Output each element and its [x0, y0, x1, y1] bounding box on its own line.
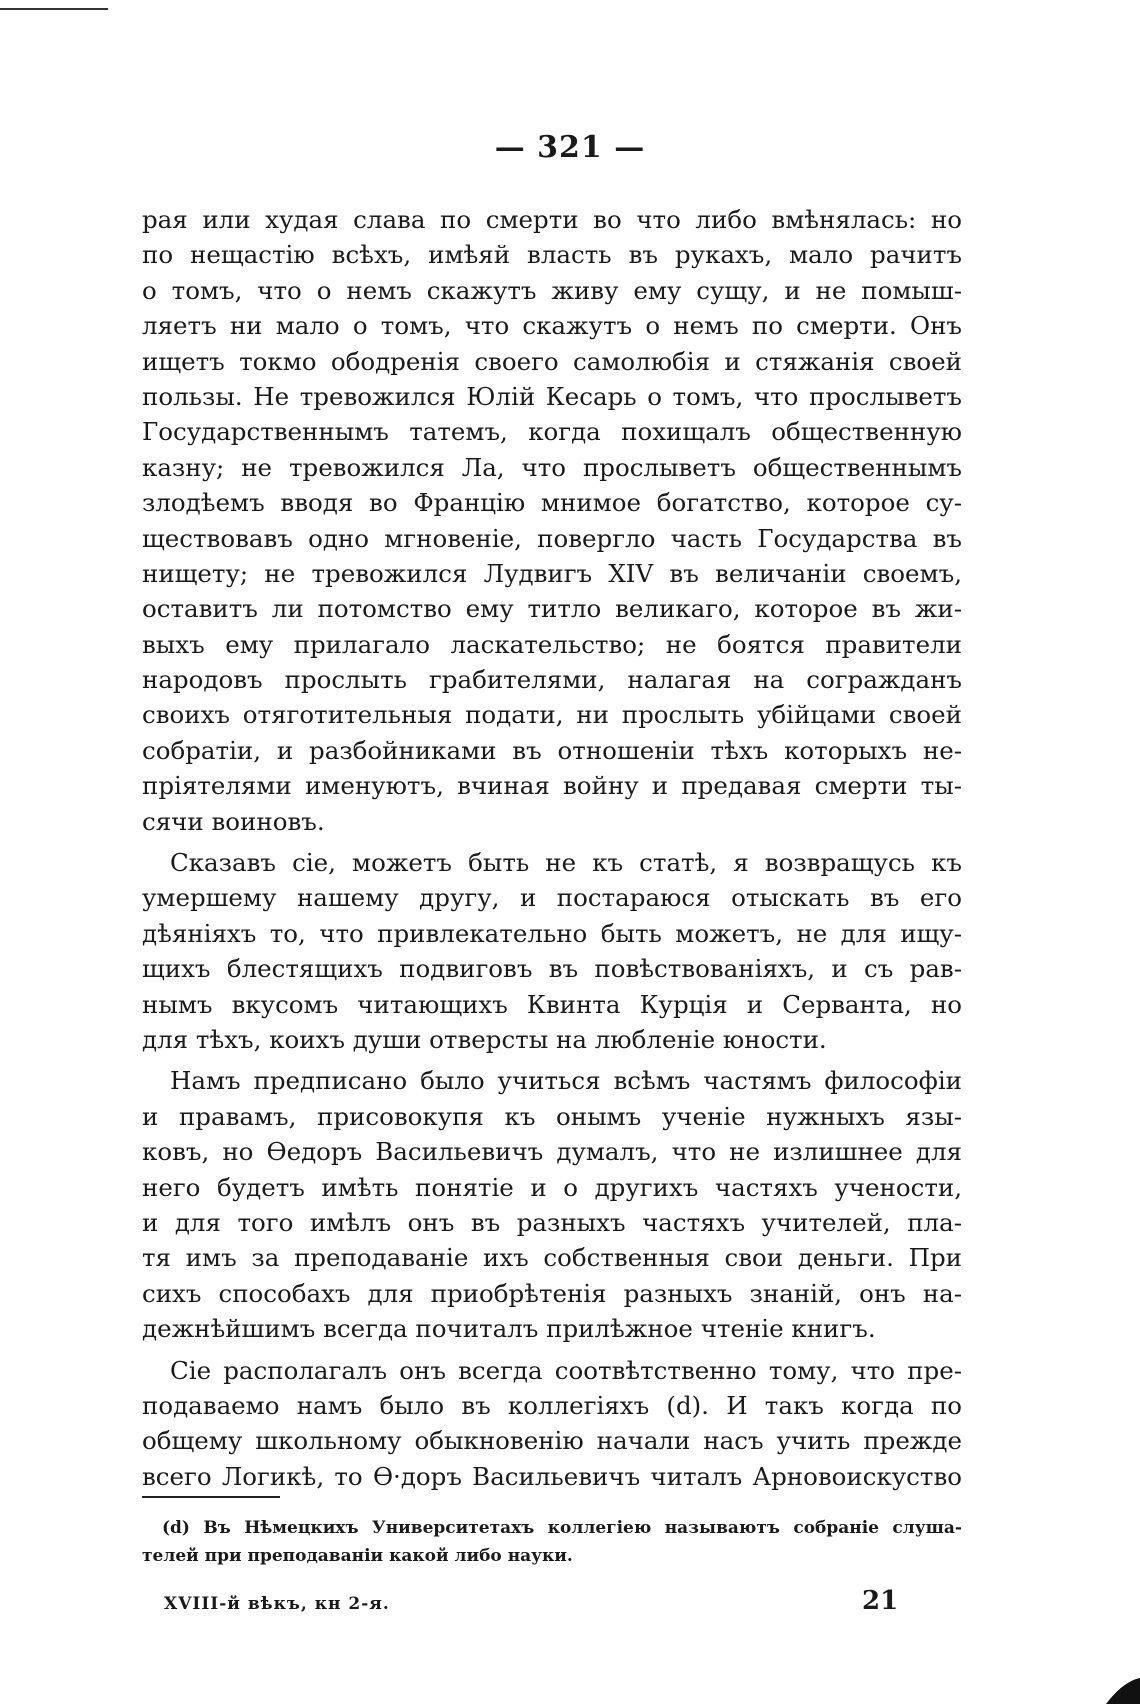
text-line: тя имъ за преподаваніе ихъ собственныя свои деньги. При: [142, 1243, 962, 1273]
text-line: всего Логикѣ, то Ѳ·доръ Васильевичъ читалъ Арновоискуство: [142, 1461, 962, 1491]
top-corner-rule: [0, 8, 108, 10]
text-line: своихъ отяготительныя подати, ни прослыть убійцами своей: [142, 700, 962, 730]
text-line: по нещастію всѣхъ, имѣяй власть въ рукахъ, мало рачитъ: [142, 240, 962, 270]
text-line: и для того имѣлъ онъ въ разныхъ частяхъ учителей, пла-: [142, 1207, 962, 1237]
text-line: казну; не тревожился Ла, что прослыветъ общественнымъ: [142, 452, 962, 482]
text-line: дежнѣйшимъ всегда почиталъ прилѣжное чтеніе книгъ.: [142, 1314, 876, 1344]
text-line: нищету; не тревожился Лудвигъ XIV въ величаніи своемъ,: [142, 558, 962, 588]
text-line: о томъ, что о немъ скажутъ живу ему сущу, и не помыш-: [142, 275, 962, 305]
text-line: народовъ прослыть грабителями, налагая на согражданъ: [142, 665, 962, 695]
text-line: собратіи, и разбойниками въ отношеніи тѣхъ которыхъ не-: [142, 735, 962, 765]
text-line: ищетъ токмо ободренія своего самолюбія и стяжанія своей: [142, 346, 962, 376]
text-line: дѣяніяхъ то, что привлекательно быть можетъ, не для ищу-: [142, 918, 962, 948]
text-line: него будетъ имѣть понятіе и о другихъ частяхъ учености,: [142, 1172, 962, 1202]
footnote-line: телей при преподаваніи какой либо науки.: [142, 1546, 573, 1566]
text-line: ществовавъ одно мгновеніе, повергло часть Государства въ: [142, 523, 962, 553]
text-line: злодѣемъ вводя во Францію мнимое богатство, которое су-: [142, 488, 962, 518]
footnote-rule: [142, 1496, 280, 1498]
text-line: и правамъ, присовокупя къ онымъ ученіе нужныхъ язы-: [142, 1101, 962, 1131]
text-line: ковъ, но Ѳедоръ Васильевичъ думалъ, что не излишнее для: [142, 1137, 962, 1167]
text-line: Сказавъ сіе, можетъ быть не къ статѣ, я возвращусь къ: [170, 848, 962, 878]
text-line: пріятелями именуютъ, вчиная войну и предавая смерти ты-: [142, 771, 962, 801]
text-line: пользы. Не тревожился Юлій Кесарь о томъ, что прослыветъ: [142, 381, 962, 411]
text-line: умершему нашему другу, и постараюся отыскать въ его: [142, 883, 962, 913]
text-line: общему школьному обыкновенію начали насъ учить прежде: [142, 1426, 962, 1456]
main-text: [142, 202, 962, 1494]
text-line: подаваемо намъ было въ коллегіяхъ (d). И такъ когда по: [142, 1390, 962, 1420]
text-line: Государственнымъ татемъ, когда похищалъ общественную: [142, 417, 962, 447]
text-line: для тѣхъ, коихъ души отверсты на любленіе юности.: [142, 1024, 827, 1054]
text-line: Сіе располагалъ онъ всегда соотвѣтственно тому, что пре-: [170, 1355, 962, 1385]
text-line: щихъ блестящихъ подвиговъ въ повѣствованіяхъ, и съ рав-: [142, 954, 962, 984]
signature-mark: XVIII-й вѣкъ, кн 2-я.: [164, 1594, 390, 1614]
text-line: выхъ ему прилагало ласкательство; не боятся правители: [142, 629, 962, 659]
scan-corner-mark: [1100, 1664, 1140, 1704]
footnote: [142, 1514, 962, 1570]
sheet-number: 21: [862, 1586, 899, 1616]
text-line: оставитъ ли потомство ему титло великаго, которое въ жи-: [142, 594, 962, 624]
text-line: ляетъ ни мало о томъ, что скажутъ о немъ по смерти. Онъ: [142, 311, 962, 341]
text-line: Намъ предписано было учиться всѣмъ частямъ философіи: [170, 1066, 962, 1096]
text-line: нымъ вкусомъ читающихъ Квинта Курція и Серванта, но: [142, 989, 962, 1019]
footnote-line: (d) Въ Нѣмецкихъ Университетахъ коллегіею называютъ собраніе слуша-: [162, 1518, 962, 1538]
text-line: сячи воиновъ.: [142, 806, 325, 836]
page-number: — 321 —: [494, 130, 646, 165]
text-line: рая или худая слава по смерти во что либо вмѣнялась: но: [142, 205, 962, 234]
text-line: сихъ способахъ для приобрѣтенія разныхъ знаній, онъ на-: [142, 1278, 962, 1308]
